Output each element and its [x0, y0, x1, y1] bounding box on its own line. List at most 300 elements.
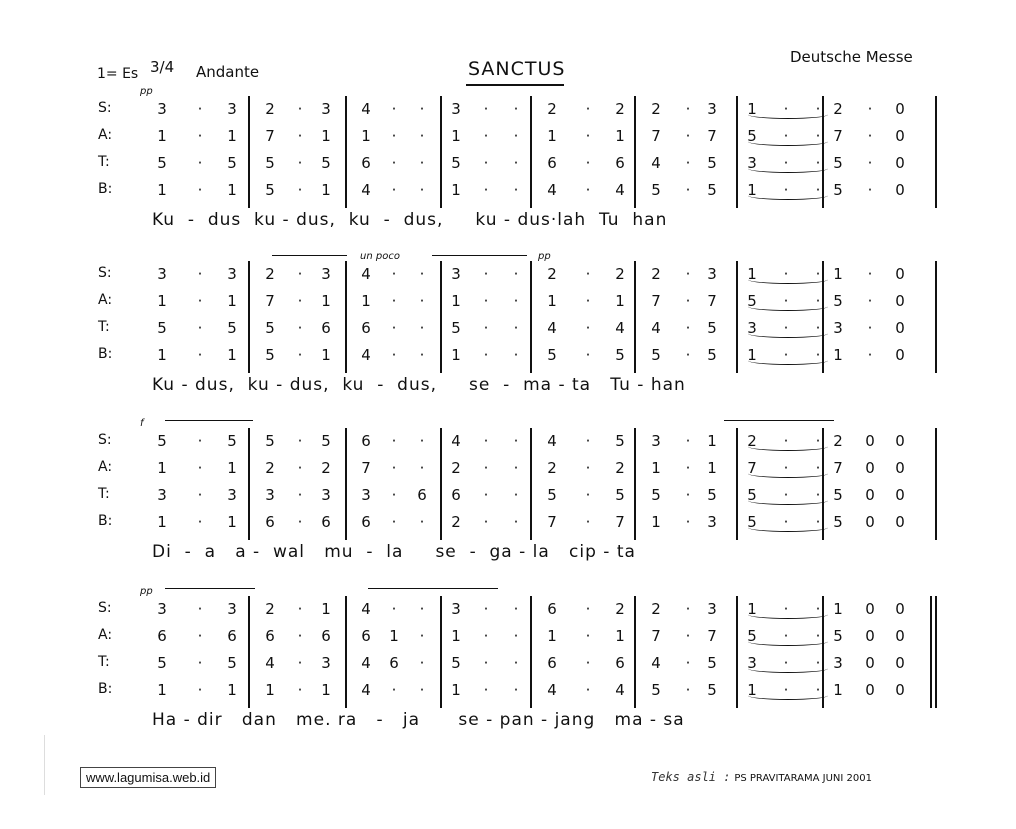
note-cell: · [419, 627, 425, 645]
note-cell: · [685, 459, 691, 477]
note-cell: 2 [451, 513, 461, 531]
note-cell: 0 [895, 627, 905, 645]
note-cell: 0 [865, 600, 875, 618]
note-cell: · [585, 100, 591, 118]
note-cell: · [815, 265, 821, 283]
slur [748, 469, 828, 478]
note-cell: · [685, 627, 691, 645]
credit-name: PS PRAVITARAMA JUNI 2001 [734, 773, 872, 784]
note-cell: · [513, 600, 519, 618]
note-cell: 0 [865, 681, 875, 699]
barline [440, 96, 442, 208]
scan-margin-line [44, 735, 45, 795]
barline [248, 96, 250, 208]
note-cell: 1 [547, 627, 557, 645]
note-cell: 2 [615, 265, 625, 283]
slur [748, 442, 828, 451]
note-cell: 4 [651, 319, 661, 337]
note-cell: · [483, 154, 489, 172]
note-cell: 1 [157, 292, 167, 310]
note-cell: 5 [833, 486, 843, 504]
note-cell: 7 [547, 513, 557, 531]
note-cell: 4 [651, 654, 661, 672]
note-cell: 4 [361, 346, 371, 364]
note-cell: 6 [547, 154, 557, 172]
note-cell: · [585, 265, 591, 283]
note-cell: · [783, 181, 789, 199]
note-cell: 6 [321, 319, 331, 337]
note-cell: · [297, 627, 303, 645]
note-cell: · [197, 127, 203, 145]
note-cell: · [297, 127, 303, 145]
note-cell: · [391, 346, 397, 364]
note-cell: · [783, 346, 789, 364]
note-cell: 0 [865, 432, 875, 450]
note-cell: · [391, 319, 397, 337]
note-cell: · [483, 627, 489, 645]
note-cell: 1 [747, 681, 757, 699]
note-cell: · [685, 346, 691, 364]
note-cell: · [197, 181, 203, 199]
voice-label: T: [98, 486, 110, 502]
note-cell: · [685, 319, 691, 337]
note-cell: · [297, 346, 303, 364]
note-cell: 2 [615, 459, 625, 477]
barline [345, 596, 347, 708]
note-cell: 6 [321, 627, 331, 645]
note-cell: · [585, 486, 591, 504]
note-cell: · [197, 154, 203, 172]
note-cell: 1 [833, 600, 843, 618]
voice-label: A: [98, 292, 113, 308]
barline [248, 261, 250, 373]
note-cell: · [513, 265, 519, 283]
note-cell: 3 [157, 600, 167, 618]
note-cell: · [867, 265, 873, 283]
note-cell: 5 [707, 486, 717, 504]
note-cell: · [815, 654, 821, 672]
note-cell: · [815, 627, 821, 645]
note-cell: · [513, 100, 519, 118]
note-cell: · [419, 100, 425, 118]
note-cell: 5 [833, 154, 843, 172]
note-cell: · [391, 432, 397, 450]
note-cell: · [585, 654, 591, 672]
note-cell: 2 [547, 100, 557, 118]
note-cell: · [685, 127, 691, 145]
barline [736, 96, 738, 208]
note-cell: 5 [265, 432, 275, 450]
note-cell: · [783, 127, 789, 145]
note-cell: 5 [747, 486, 757, 504]
note-cell: · [585, 346, 591, 364]
note-cell: 1 [747, 181, 757, 199]
note-cell: · [585, 292, 591, 310]
note-cell: 1 [227, 459, 237, 477]
composer-note: Deutsche Messe [790, 48, 913, 66]
note-cell: 0 [865, 513, 875, 531]
hairpin-line [165, 420, 253, 421]
note-cell: · [513, 627, 519, 645]
note-cell: 2 [651, 100, 661, 118]
note-cell: · [783, 513, 789, 531]
slur [748, 164, 828, 173]
note-cell: 7 [707, 127, 717, 145]
note-cell: 3 [227, 100, 237, 118]
note-cell: · [297, 432, 303, 450]
note-cell: · [783, 600, 789, 618]
note-cell: 7 [833, 459, 843, 477]
slur [748, 496, 828, 505]
note-cell: 5 [651, 681, 661, 699]
final-barline [930, 596, 932, 708]
note-cell: 4 [361, 654, 371, 672]
note-cell: 5 [265, 154, 275, 172]
note-cell: 1 [227, 181, 237, 199]
note-cell: 0 [895, 486, 905, 504]
barline [736, 261, 738, 373]
note-cell: · [815, 292, 821, 310]
slur [748, 137, 828, 146]
note-cell: 5 [321, 432, 331, 450]
note-cell: 5 [157, 432, 167, 450]
note-cell: 6 [547, 654, 557, 672]
note-cell: 5 [157, 319, 167, 337]
note-cell: 3 [747, 319, 757, 337]
dynamic-marking: pp [140, 86, 153, 97]
note-cell: · [585, 127, 591, 145]
note-cell: · [197, 600, 203, 618]
note-cell: 5 [265, 346, 275, 364]
note-cell: 3 [451, 265, 461, 283]
note-cell: · [685, 513, 691, 531]
note-cell: · [391, 513, 397, 531]
website-label: www.lagumisa.web.id [80, 767, 216, 788]
note-cell: 1 [547, 292, 557, 310]
note-cell: 1 [833, 346, 843, 364]
note-cell: 3 [707, 265, 717, 283]
barline [248, 428, 250, 540]
note-cell: 4 [361, 600, 371, 618]
voice-label: S: [98, 432, 112, 448]
note-cell: · [197, 513, 203, 531]
note-cell: 1 [321, 600, 331, 618]
note-cell: 5 [227, 432, 237, 450]
note-cell: · [783, 265, 789, 283]
note-cell: 1 [227, 513, 237, 531]
note-cell: 3 [227, 486, 237, 504]
note-cell: 3 [833, 319, 843, 337]
barline [530, 96, 532, 208]
note-cell: · [391, 154, 397, 172]
barline [248, 596, 250, 708]
note-cell: · [513, 127, 519, 145]
note-cell: · [783, 681, 789, 699]
note-cell: · [391, 265, 397, 283]
note-cell: 5 [451, 319, 461, 337]
note-cell: 2 [321, 459, 331, 477]
note-cell: 3 [321, 100, 331, 118]
barline [345, 96, 347, 208]
note-cell: 1 [321, 681, 331, 699]
note-cell: 4 [547, 681, 557, 699]
note-cell: 3 [707, 100, 717, 118]
note-cell: 4 [451, 432, 461, 450]
note-cell: · [815, 100, 821, 118]
note-cell: 4 [547, 319, 557, 337]
note-cell: · [483, 486, 489, 504]
note-cell: 5 [615, 346, 625, 364]
note-cell: 4 [651, 154, 661, 172]
note-cell: · [483, 654, 489, 672]
note-cell: 2 [547, 265, 557, 283]
note-cell: · [483, 513, 489, 531]
note-cell: · [815, 346, 821, 364]
note-cell: · [391, 486, 397, 504]
note-cell: · [483, 459, 489, 477]
note-cell: · [419, 600, 425, 618]
note-cell: · [513, 432, 519, 450]
note-cell: · [297, 513, 303, 531]
note-cell: 3 [321, 265, 331, 283]
note-cell: · [483, 681, 489, 699]
note-cell: 1 [361, 292, 371, 310]
note-cell: 5 [747, 627, 757, 645]
title-underline [466, 84, 564, 86]
note-cell: 5 [157, 654, 167, 672]
note-cell: · [815, 181, 821, 199]
note-cell: 1 [747, 100, 757, 118]
note-cell: 6 [417, 486, 427, 504]
note-cell: · [867, 100, 873, 118]
note-cell: · [197, 292, 203, 310]
note-cell: · [685, 100, 691, 118]
note-cell: 5 [157, 154, 167, 172]
note-cell: · [867, 292, 873, 310]
note-cell: · [297, 265, 303, 283]
voice-label: T: [98, 319, 110, 335]
note-cell: 1 [707, 432, 717, 450]
note-cell: 3 [157, 100, 167, 118]
note-cell: 1 [747, 265, 757, 283]
note-cell: · [297, 319, 303, 337]
voice-label: B: [98, 513, 113, 529]
voice-label: B: [98, 346, 113, 362]
note-cell: 7 [833, 127, 843, 145]
voice-label: A: [98, 459, 113, 475]
note-cell: 1 [451, 627, 461, 645]
note-cell: 4 [615, 181, 625, 199]
note-cell: 5 [833, 627, 843, 645]
note-cell: · [391, 100, 397, 118]
note-cell: 6 [361, 154, 371, 172]
note-cell: 0 [895, 681, 905, 699]
note-cell: 3 [833, 654, 843, 672]
note-cell: 1 [265, 681, 275, 699]
voice-label: S: [98, 600, 112, 616]
slur [748, 302, 828, 311]
note-cell: · [297, 681, 303, 699]
note-cell: · [867, 154, 873, 172]
voice-label: B: [98, 681, 113, 697]
note-cell: 0 [895, 319, 905, 337]
note-cell: 2 [451, 459, 461, 477]
note-cell: · [685, 265, 691, 283]
note-cell: 1 [451, 181, 461, 199]
note-cell: · [197, 432, 203, 450]
note-cell: 0 [895, 432, 905, 450]
note-cell: · [783, 292, 789, 310]
note-cell: · [197, 486, 203, 504]
note-cell: 5 [747, 127, 757, 145]
barline [736, 428, 738, 540]
note-cell: · [391, 600, 397, 618]
note-cell: · [585, 513, 591, 531]
note-cell: 1 [615, 127, 625, 145]
note-cell: · [297, 181, 303, 199]
note-cell: 1 [615, 627, 625, 645]
note-cell: 1 [227, 292, 237, 310]
note-cell: · [783, 100, 789, 118]
note-cell: · [585, 432, 591, 450]
note-cell: 7 [615, 513, 625, 531]
note-cell: · [815, 319, 821, 337]
note-cell: · [483, 100, 489, 118]
note-cell: 6 [361, 627, 371, 645]
note-cell: 0 [895, 292, 905, 310]
note-cell: 0 [865, 627, 875, 645]
barline [530, 596, 532, 708]
note-cell: 6 [547, 600, 557, 618]
note-cell: 6 [615, 654, 625, 672]
note-cell: · [197, 265, 203, 283]
note-cell: · [783, 654, 789, 672]
slur [748, 356, 828, 365]
note-cell: 5 [707, 181, 717, 199]
note-cell: 0 [895, 654, 905, 672]
note-cell: 6 [451, 486, 461, 504]
note-cell: · [815, 681, 821, 699]
lyrics-line: Ku - dus, ku - dus, ku - dus, se - ma - ta Tu - han [152, 375, 686, 395]
note-cell: 3 [321, 486, 331, 504]
note-cell: 5 [451, 654, 461, 672]
note-cell: 6 [265, 627, 275, 645]
note-cell: 1 [451, 292, 461, 310]
note-cell: 0 [865, 654, 875, 672]
note-cell: · [419, 181, 425, 199]
note-cell: · [783, 459, 789, 477]
note-cell: 1 [157, 181, 167, 199]
note-cell: · [297, 459, 303, 477]
note-cell: 1 [389, 627, 399, 645]
note-cell: · [585, 154, 591, 172]
note-cell: 0 [895, 154, 905, 172]
note-cell: 1 [157, 459, 167, 477]
note-cell: · [815, 154, 821, 172]
note-cell: 2 [615, 100, 625, 118]
note-cell: · [513, 513, 519, 531]
hairpin-line [368, 588, 498, 589]
note-cell: 7 [265, 292, 275, 310]
note-cell: 2 [833, 100, 843, 118]
note-cell: 4 [361, 181, 371, 199]
barline [440, 261, 442, 373]
voice-label: S: [98, 265, 112, 281]
note-cell: 1 [321, 346, 331, 364]
note-cell: 1 [651, 459, 661, 477]
final-barline [935, 428, 937, 540]
note-cell: 4 [615, 319, 625, 337]
note-cell: · [783, 627, 789, 645]
note-cell: 3 [451, 600, 461, 618]
note-cell: 2 [265, 100, 275, 118]
note-cell: · [513, 346, 519, 364]
note-cell: 1 [321, 292, 331, 310]
slur [748, 637, 828, 646]
barline [530, 261, 532, 373]
note-cell: 6 [157, 627, 167, 645]
lyrics-line: Di - a a - wal mu - la se - ga - la cip - ta [152, 542, 636, 562]
note-cell: 3 [321, 654, 331, 672]
dynamic-marking: f [140, 418, 144, 429]
note-cell: 0 [895, 265, 905, 283]
note-cell: 7 [265, 127, 275, 145]
note-cell: 5 [265, 181, 275, 199]
note-cell: · [685, 600, 691, 618]
voice-label: A: [98, 127, 113, 143]
note-cell: 3 [157, 265, 167, 283]
note-cell: · [197, 100, 203, 118]
note-cell: 3 [747, 154, 757, 172]
note-cell: 3 [227, 265, 237, 283]
note-cell: · [297, 600, 303, 618]
note-cell: · [419, 265, 425, 283]
note-cell: 3 [707, 513, 717, 531]
note-cell: 5 [227, 654, 237, 672]
note-cell: 2 [747, 432, 757, 450]
note-cell: 5 [707, 681, 717, 699]
note-cell: 7 [707, 627, 717, 645]
note-cell: · [483, 600, 489, 618]
tempo-marking: Andante [196, 63, 260, 81]
note-cell: 3 [227, 600, 237, 618]
note-cell: · [685, 654, 691, 672]
note-cell: 4 [547, 181, 557, 199]
note-cell: 0 [895, 100, 905, 118]
slur [748, 275, 828, 284]
note-cell: · [513, 681, 519, 699]
note-cell: 2 [615, 600, 625, 618]
note-cell: 5 [707, 319, 717, 337]
note-cell: · [419, 154, 425, 172]
barline [345, 428, 347, 540]
note-cell: 6 [321, 513, 331, 531]
note-cell: 5 [651, 181, 661, 199]
note-cell: · [513, 154, 519, 172]
note-cell: · [419, 346, 425, 364]
note-cell: · [419, 292, 425, 310]
note-cell: 1 [651, 513, 661, 531]
note-cell: 2 [651, 265, 661, 283]
note-cell: 4 [361, 100, 371, 118]
note-cell: 0 [865, 459, 875, 477]
note-cell: 7 [651, 627, 661, 645]
note-cell: · [197, 681, 203, 699]
note-cell: · [483, 432, 489, 450]
barline [634, 428, 636, 540]
note-cell: 5 [833, 292, 843, 310]
note-cell: · [815, 432, 821, 450]
